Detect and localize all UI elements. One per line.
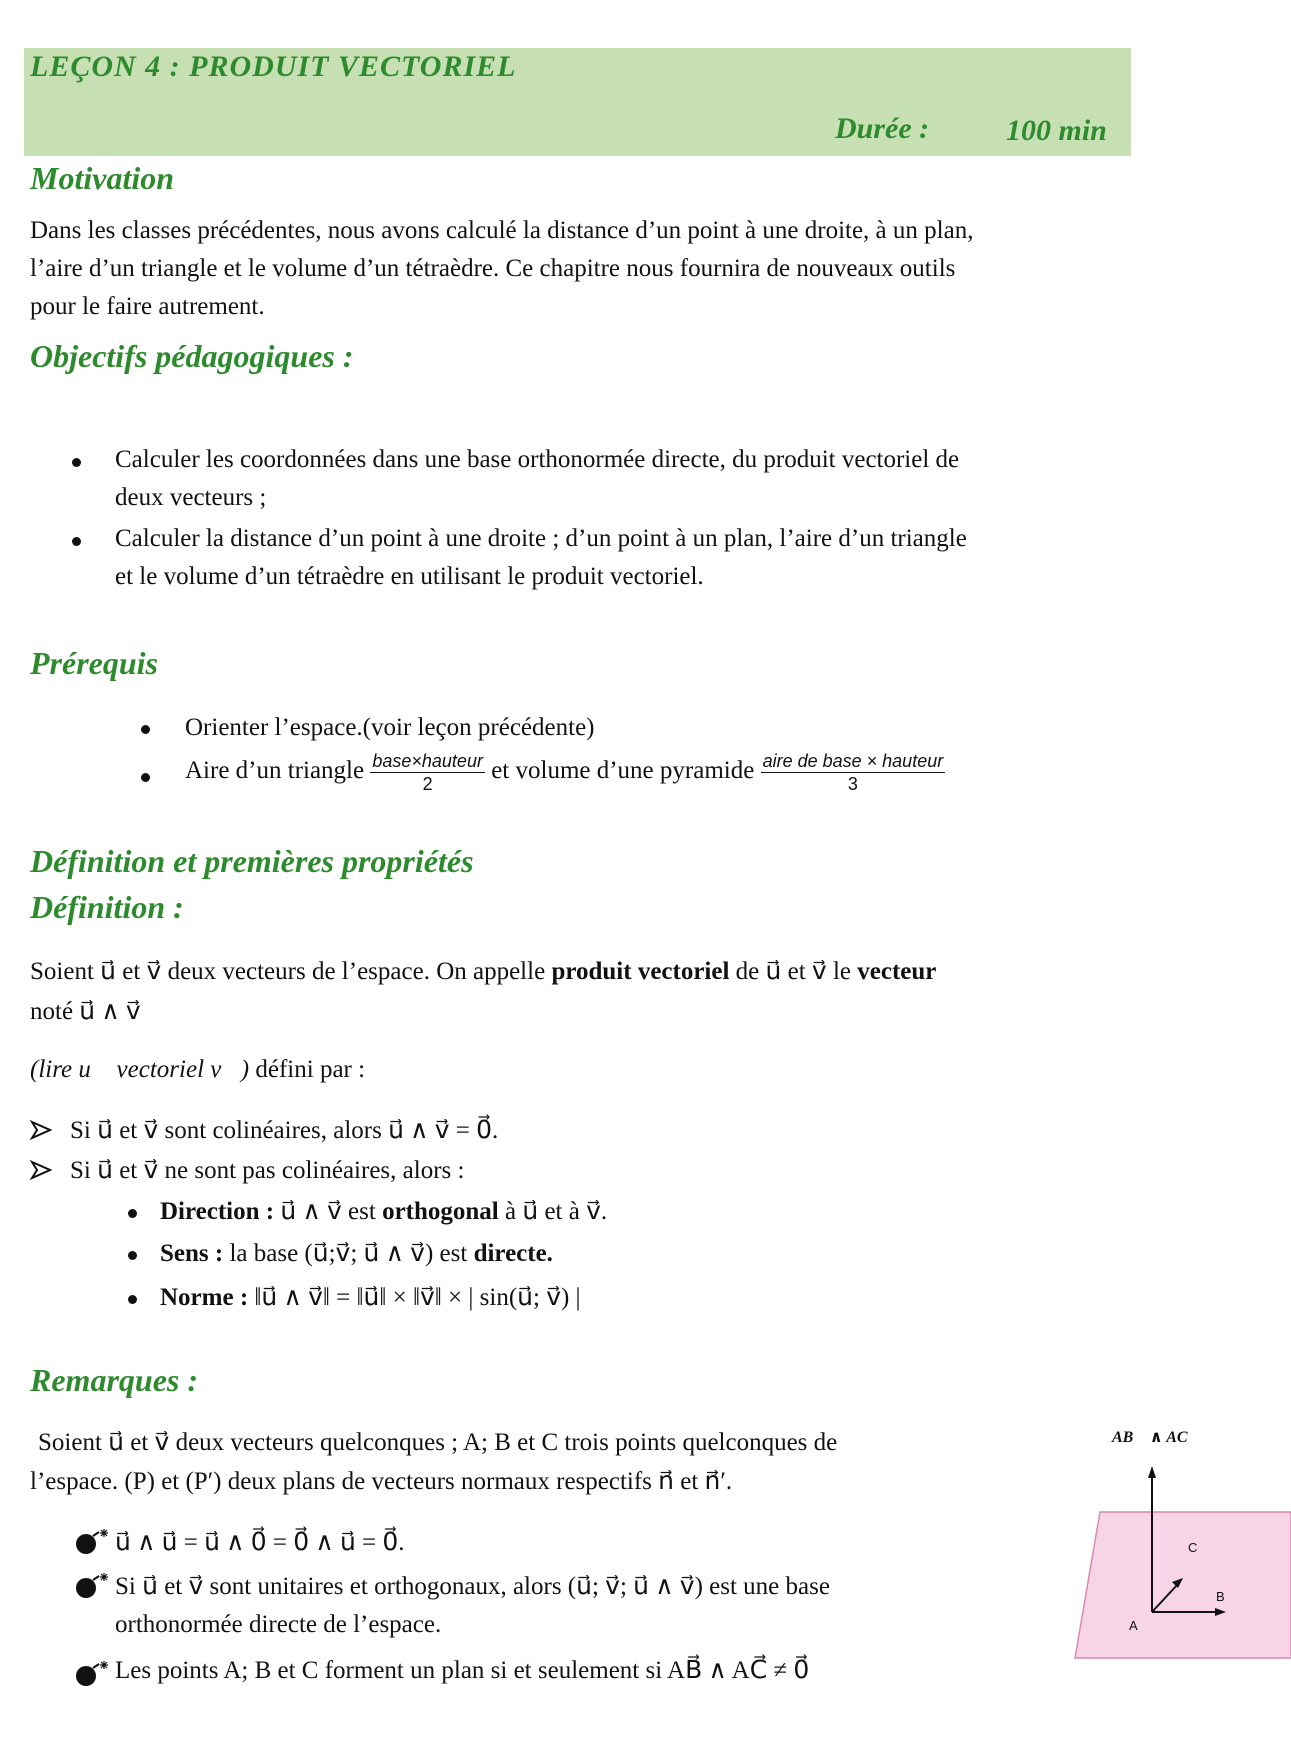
- figure-top-label: AB⃗ ∧ AC⃗: [1112, 1429, 1200, 1446]
- remarque-line: Si u⃗ et v⃗ sont unitaires et orthogonaux, alors (u⃗; v⃗; u⃗ ∧ v⃗) est une base: [115, 1573, 830, 1600]
- cross-product-figure: [1070, 1430, 1291, 1660]
- objectif-line: Calculer les coordonnées dans une base orthonormée directe, du produit vectoriel de: [115, 446, 960, 473]
- definition-text: de u⃗ et v⃗ le: [729, 958, 858, 985]
- remarque-line: orthonormée directe de l’espace.: [115, 1611, 442, 1638]
- definition-line-2: noté u⃗ ∧ v⃗: [30, 998, 141, 1025]
- definition-line-1: [30, 953, 936, 991]
- arrow-bullet-icon: [30, 1120, 52, 1140]
- point-c-label: C: [1188, 1540, 1198, 1555]
- arrow-bullet-icon: [30, 1160, 52, 1180]
- prerequis-text: et volume d’une pyramide: [491, 757, 755, 785]
- norme-property: [160, 1279, 581, 1317]
- definition-bold: vecteur: [857, 958, 937, 985]
- point-b-label: B: [1216, 1589, 1225, 1604]
- fraction-denominator: 3: [847, 774, 858, 794]
- bullet-icon: [72, 458, 81, 467]
- bullet-icon: [141, 725, 150, 734]
- remarques-intro-1: Soient u⃗ et v⃗ deux vecteurs quelconques ; A; B et C trois points quelconques de: [38, 1429, 838, 1456]
- definition-line-3: [30, 1051, 365, 1089]
- motivation-line: pour le faire autrement.: [30, 293, 265, 320]
- point-a-label: A: [1129, 1618, 1138, 1633]
- motivation-text: [30, 212, 973, 326]
- remarques-intro-2: l’espace. (P) et (P′) deux plans de vecteurs normaux respectifs n⃗ et n⃗′.: [30, 1468, 733, 1495]
- objectifs-heading: Objectifs pédagogiques :: [30, 338, 354, 374]
- bullet-icon: [141, 773, 150, 782]
- duration-label: Durée :: [835, 112, 930, 145]
- definition-italic: (lire u⃗ vectoriel v⃗): [30, 1056, 250, 1083]
- prerequis-item: Orienter l’espace.(voir leçon précédente): [185, 714, 595, 741]
- objectif-line: Calculer la distance d’un point à une droite ; d’un point à un plan, l’aire d’un triangle: [115, 525, 967, 552]
- property-text: à u⃗ et à v⃗.: [498, 1198, 608, 1225]
- bullet-icon: [128, 1251, 137, 1260]
- prerequis-heading: Prérequis: [30, 645, 158, 681]
- triangle-area-fraction: [370, 750, 485, 795]
- property-label: Sens :: [160, 1240, 230, 1267]
- objectif-line: et le volume d’un tétraèdre en utilisant le produit vectoriel.: [115, 563, 704, 590]
- property-label: Direction :: [160, 1198, 281, 1225]
- pyramid-volume-fraction: [761, 750, 946, 795]
- property-label: Norme :: [160, 1284, 255, 1311]
- remarque-item: [115, 1568, 830, 1644]
- fraction-numerator: aire de base × hauteur: [762, 751, 944, 771]
- bullet-icon: [128, 1295, 137, 1304]
- bomb-bullet-icon: [73, 1572, 113, 1600]
- motivation-heading: Motivation: [30, 160, 175, 196]
- objectif-item: [115, 520, 967, 596]
- plane-shape: [1075, 1512, 1291, 1658]
- fraction-numerator: base×hauteur: [372, 751, 483, 771]
- remarque-item: u⃗ ∧ u⃗ = u⃗ ∧ 0⃗ = 0⃗ ∧ u⃗ = 0⃗.: [115, 1529, 405, 1556]
- prerequis-item-formulas: [185, 750, 945, 795]
- remarque-item: Les points A; B et C forment un plan si et seulement si AB⃗ ∧ AC⃗ ≠ 0⃗: [115, 1657, 810, 1684]
- definition-section-heading: Définition et premières propriétés: [30, 843, 474, 879]
- case-non-colinear: Si u⃗ et v⃗ ne sont pas colinéaires, alors :: [70, 1157, 465, 1184]
- objectif-item: [115, 441, 959, 517]
- definition-subheading: Définition :: [30, 889, 184, 925]
- objectif-line: deux vecteurs ;: [115, 484, 267, 511]
- remarques-heading: Remarques :: [30, 1362, 198, 1398]
- definition-text: défini par :: [249, 1056, 366, 1083]
- norme-formula: ‖u⃗ ∧ v⃗‖ = ‖u⃗‖ × ‖v⃗‖ × | sin(u⃗; v⃗) |: [254, 1284, 581, 1311]
- arrowhead-icon: [1148, 1466, 1156, 1478]
- fraction-denominator: 2: [422, 774, 433, 794]
- definition-text: Soient u⃗ et v⃗ deux vecteurs de l’espace. On appelle: [30, 958, 552, 985]
- definition-bold: produit vectoriel: [551, 958, 730, 985]
- property-bold: orthogonal: [382, 1198, 499, 1225]
- motivation-line: l’aire d’un triangle et le volume d’un tétraèdre. Ce chapitre nous fournira de nouveaux outils: [30, 255, 956, 282]
- lesson-title: LEÇON 4 : PRODUIT VECTORIEL: [30, 50, 517, 83]
- bomb-bullet-icon: [73, 1528, 113, 1556]
- direction-property: [160, 1193, 607, 1231]
- property-text: u⃗ ∧ v⃗ est: [280, 1198, 383, 1225]
- property-text: la base (u⃗;v⃗; u⃗ ∧ v⃗) est: [229, 1240, 474, 1267]
- bomb-bullet-icon: [73, 1660, 113, 1688]
- bullet-icon: [72, 537, 81, 546]
- motivation-line: Dans les classes précédentes, nous avons calculé la distance d’un point à une droite, à un plan,: [30, 217, 974, 244]
- prerequis-text: Aire d’un triangle: [185, 757, 365, 785]
- bullet-icon: [128, 1209, 137, 1218]
- sens-property: [160, 1235, 553, 1273]
- case-colinear: Si u⃗ et v⃗ sont colinéaires, alors u⃗ ∧ v⃗ = 0⃗.: [70, 1117, 499, 1144]
- property-bold: directe.: [473, 1240, 553, 1267]
- duration-value: 100 min: [1006, 114, 1107, 147]
